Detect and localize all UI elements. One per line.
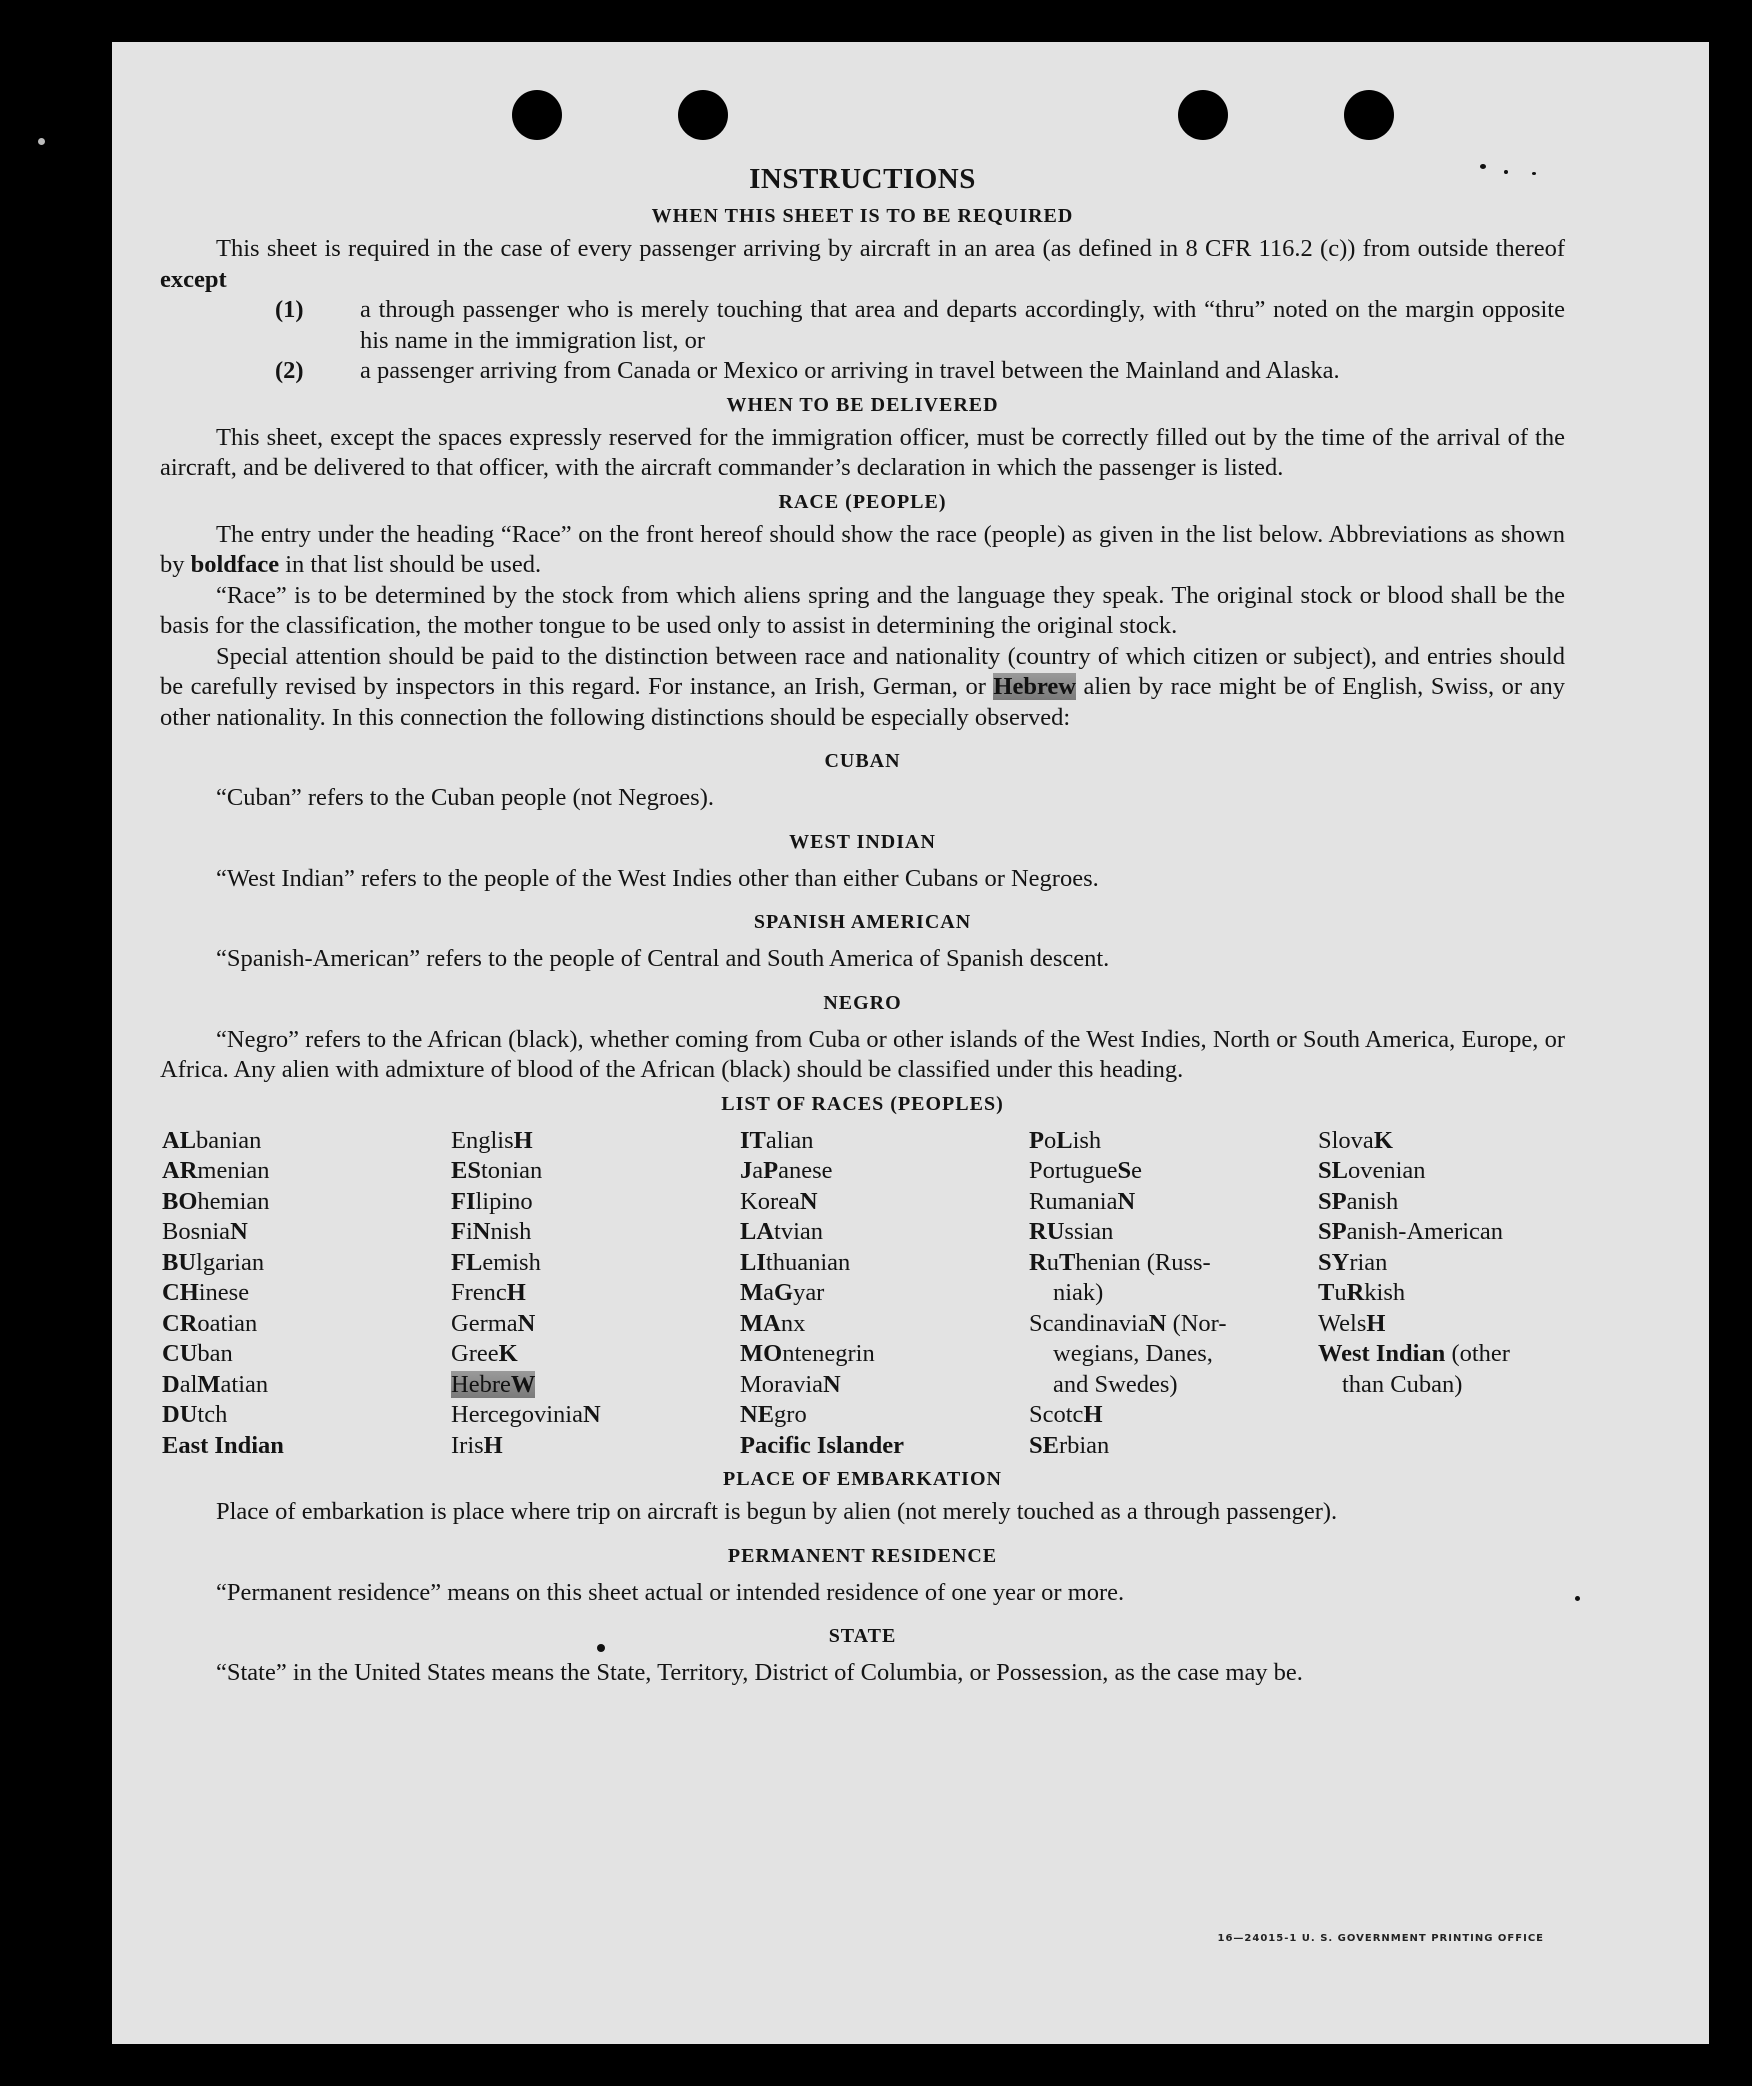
race-abbreviation: N (472, 1218, 491, 1245)
race-abbreviation: R (1029, 1248, 1047, 1276)
race-abbreviation: AL (162, 1126, 197, 1154)
race-abbreviation: N (1148, 1309, 1167, 1337)
race-p1-text-end: in that list should be used. (279, 551, 542, 578)
race-name-part: Frenc (451, 1279, 507, 1306)
residence-text: “Permanent residence” means on this sheet actual or intended residence of one year or more. (216, 1578, 1125, 1606)
race-name-part: Hercegovinia (451, 1401, 583, 1428)
race-name-part: ish (1072, 1126, 1102, 1154)
section-heading-list-of-races: LIST OF RACES (PEOPLES) (721, 1092, 1004, 1115)
race-abbreviation: CU (162, 1340, 198, 1367)
race-entry (740, 1309, 1029, 1340)
race-entry (1318, 1278, 1567, 1309)
race-abbreviation: F (451, 1218, 466, 1245)
race-abbreviation: L (1056, 1126, 1073, 1154)
race-entry (162, 1278, 451, 1309)
race-name-part: Korea (740, 1187, 800, 1215)
race-entry (740, 1187, 1029, 1218)
west-indian-text: “West Indian” refers to the people of the West Indies other than either Cubans or Negroes. (216, 864, 1099, 892)
race-abbreviation: IT (740, 1126, 766, 1154)
race-abbreviation: SY (1318, 1248, 1350, 1276)
scan-speck (1575, 1596, 1580, 1601)
race-abbreviation: N (1117, 1187, 1136, 1215)
race-name-part: lgarian (196, 1248, 265, 1276)
race-name-part: Wels (1318, 1309, 1367, 1337)
race-entry (1029, 1370, 1318, 1401)
section-heading-state: STATE (828, 1625, 897, 1647)
race-paragraph-2: “Race” is to be determined by the stock from which aliens spring and the language they speak. The original stock or blood shall be the basis for the classification, the mother tongue to be used only to assist in determining the original stock. (160, 581, 1565, 639)
race-entry (740, 1217, 1029, 1248)
race-entry (1029, 1156, 1318, 1187)
race-name-part: banian (196, 1126, 262, 1154)
race-entry (451, 1187, 740, 1218)
race-abbreviation: BO (162, 1187, 198, 1215)
race-p3-hebrew: Hebrew (993, 673, 1076, 700)
race-entry (1029, 1126, 1318, 1157)
race-entry (740, 1126, 1029, 1157)
section-heading-embarkation: PLACE OF EMBARKATION (723, 1468, 1002, 1490)
section-heading-negro: NEGRO (823, 991, 902, 1014)
race-abbreviation: H (483, 1431, 503, 1459)
race-entry (1029, 1309, 1318, 1340)
race-name-part: alian (765, 1126, 814, 1154)
race-entry (162, 1309, 451, 1340)
section-heading-required: WHEN THIS SHEET IS TO BE REQUIRED (651, 205, 1074, 227)
race-name-part: ntenegrin (782, 1340, 875, 1367)
section-heading-spanish-american: SPANISH AMERICAN (753, 911, 972, 933)
race-p1-bold: boldface (190, 551, 280, 578)
race-entry (451, 1217, 740, 1248)
race-name-part: Germa (451, 1309, 518, 1337)
race-name-part: lipino (475, 1187, 533, 1215)
race-entry (451, 1431, 740, 1462)
race-abbreviation: MO (740, 1340, 783, 1367)
printing-office-code: 16—24015-1 U. S. GOVERNMENT PRINTING OFFICE (1217, 1933, 1544, 1944)
race-entry (451, 1370, 740, 1401)
race-abbreviation: P (763, 1157, 779, 1184)
race-abbreviation: SL (1318, 1157, 1348, 1184)
race-abbreviation: SP (1318, 1218, 1347, 1245)
race-abbreviation: S (1117, 1157, 1132, 1184)
race-name-part: ssian (1064, 1218, 1114, 1245)
race-entry (740, 1431, 1029, 1462)
race-name-part: e (1131, 1157, 1142, 1184)
delivered-text: This sheet, except the spaces expressly reserved for the immigration officer, must be correctly filled out by the time of the arrival of the aircraft, and be delivered to that officer, with the aircraft commander’s declaration in which the passenger is listed. (160, 423, 1565, 481)
race-entry (1318, 1187, 1567, 1218)
race-paragraph-3 (160, 642, 1565, 734)
race-name-part: o (1043, 1126, 1057, 1154)
race-name-part: and Swedes) (1053, 1370, 1178, 1398)
race-p3-text-end: alien by race might be of English, Swiss, or any other nationality. In this connection the following distinctions should be especially observed: (160, 673, 1565, 731)
race-entry (1318, 1370, 1567, 1401)
race-abbreviation: DU (162, 1401, 198, 1428)
section-heading-cuban: CUBAN (824, 750, 901, 772)
race-entry (1029, 1187, 1318, 1218)
race-abbreviation: SE (1029, 1431, 1059, 1459)
race-name-part: Moravia (740, 1370, 823, 1398)
race-name-part: a (763, 1279, 774, 1306)
race-name-part: rian (1349, 1248, 1388, 1276)
race-entry (451, 1339, 740, 1370)
spanish-american-text: “Spanish-American” refers to the people of Central and South America of Spanish descent. (216, 945, 1110, 972)
race-entry (740, 1248, 1029, 1279)
list-of-races (162, 1126, 1565, 1462)
race-name-part: (other (1445, 1340, 1510, 1367)
race-abbreviation: G (774, 1279, 794, 1306)
race-name-part: Scandinavia (1029, 1309, 1149, 1337)
race-abbreviation: T (1318, 1279, 1335, 1306)
race-name-part: kish (1364, 1279, 1406, 1306)
race-name-part: i (465, 1218, 473, 1245)
race-entry (1029, 1431, 1318, 1462)
race-entry (1029, 1339, 1318, 1370)
race-name-part: (Nor- (1166, 1309, 1227, 1337)
state-text: “State” in the United States means the State, Territory, District of Columbia, or Possession, as the case may be. (216, 1659, 1303, 1686)
section-heading-race: RACE (PEOPLE) (778, 490, 947, 513)
races-column (1318, 1126, 1567, 1462)
race-name-part: Rumania (1029, 1187, 1118, 1215)
race-abbreviation: N (582, 1401, 601, 1428)
negro-text: “Negro” refers to the African (black), whether coming from Cuba or other islands of the West Indies, North or South America, Europe, or Africa. Any alien with admixture of blood of the African (black) should be classified under this heading. (160, 1025, 1565, 1083)
race-name-part: tch (197, 1401, 228, 1428)
race-entry (451, 1400, 740, 1431)
race-abbreviation: CH (162, 1279, 199, 1306)
race-entry (162, 1370, 451, 1401)
race-name-part: rbian (1058, 1431, 1110, 1459)
race-name-part: Bosnia (162, 1218, 231, 1245)
race-entry (162, 1187, 451, 1218)
race-entry (1318, 1309, 1567, 1340)
race-entry (1318, 1217, 1567, 1248)
race-abbreviation: BU (162, 1248, 197, 1276)
race-name-part: anish (1346, 1187, 1399, 1215)
race-name-part: ovenian (1347, 1157, 1426, 1184)
required-exception-1 (160, 295, 1565, 356)
race-name-part: emish (482, 1248, 541, 1276)
race-abbreviation: ES (451, 1157, 481, 1184)
exception-number: (1) (275, 296, 304, 323)
race-abbreviation: H (506, 1279, 526, 1306)
race-abbreviation: East Indian (162, 1431, 284, 1459)
race-entry (162, 1217, 451, 1248)
race-abbreviation: P (1029, 1126, 1044, 1154)
required-exception-2 (160, 356, 1565, 387)
race-entry (1029, 1217, 1318, 1248)
required-except: except (160, 265, 227, 293)
race-entry (451, 1156, 740, 1187)
race-abbreviation: D (162, 1370, 180, 1398)
exception-number: (2) (275, 357, 304, 384)
race-entry (162, 1339, 451, 1370)
race-paragraph-1 (160, 520, 1565, 581)
race-name-part: Scotc (1029, 1401, 1084, 1428)
race-abbreviation: H (513, 1126, 533, 1154)
race-name-part: ban (197, 1340, 233, 1367)
section-heading-west-indian: WEST INDIAN (789, 830, 936, 853)
race-name-part: menian (197, 1157, 270, 1184)
section-heading-delivered: WHEN TO BE DELIVERED (726, 393, 999, 416)
race-name-part: atian (220, 1370, 269, 1398)
section-heading-residence: PERMANENT RESIDENCE (727, 1544, 998, 1567)
race-abbreviation: J (740, 1157, 753, 1184)
race-name-part: inese (198, 1279, 250, 1306)
required-intro-text: This sheet is required in the case of every passenger arriving by aircraft in an area (as defined in 8 CFR 116.2 (c)) from outside thereof (216, 235, 1565, 262)
race-abbreviation: LA (740, 1218, 775, 1245)
race-entry (740, 1339, 1029, 1370)
races-column (1029, 1126, 1318, 1462)
race-name-part: nx (780, 1309, 806, 1337)
race-entry (740, 1400, 1029, 1431)
race-entry (162, 1156, 451, 1187)
race-entry (451, 1126, 740, 1157)
race-name-part: oatian (197, 1309, 258, 1337)
race-abbreviation: K (1373, 1126, 1393, 1154)
race-abbreviation: SP (1318, 1187, 1347, 1215)
race-name-part: Portugue (1029, 1157, 1118, 1184)
race-name-part: hemian (197, 1187, 270, 1215)
race-name-part: Slova (1318, 1126, 1374, 1154)
race-entry (451, 1248, 740, 1279)
race-abbreviation: H (1366, 1309, 1386, 1337)
race-entry (1029, 1248, 1318, 1279)
race-abbreviation: NE (740, 1401, 775, 1428)
race-name-part: gro (774, 1401, 807, 1428)
race-name-part: Gree (451, 1340, 499, 1367)
race-abbreviation: N (823, 1370, 841, 1398)
race-name-part: nish (490, 1218, 532, 1245)
required-intro (160, 234, 1565, 295)
punch-hole (1344, 90, 1394, 140)
race-entry (1318, 1126, 1567, 1157)
race-abbreviation: FL (451, 1248, 483, 1276)
race-name-part: henian (Russ- (1075, 1248, 1211, 1276)
race-name-part: thuanian (765, 1248, 851, 1276)
race-entry (740, 1370, 1029, 1401)
race-abbreviation: R (1346, 1279, 1365, 1306)
race-entry (162, 1126, 451, 1157)
punch-hole (678, 90, 728, 140)
race-p3-text: Special attention should be paid to the distinction between race and nationality (country of which citizen or subject), and entries should be carefully revised by inspectors in this regard. For instance, an Irish, German, or (160, 642, 1565, 700)
race-name-part: yar (793, 1279, 825, 1306)
race-name-part: tvian (774, 1218, 824, 1245)
race-name-part: u (1046, 1248, 1059, 1276)
race-abbreviation: Pacific Islander (740, 1431, 904, 1459)
punch-hole (1178, 90, 1228, 140)
race-p1-text: The entry under the heading “Race” on the front hereof should show the race (people) as given in the list below. Abbreviations as shown by (160, 520, 1565, 578)
race-entry (162, 1248, 451, 1279)
scan-speck (38, 138, 45, 145)
instructions-content (160, 162, 1565, 1689)
race-name-part: u (1334, 1279, 1347, 1306)
race-entry (1029, 1278, 1318, 1309)
embarkation-text: Place of embarkation is place where trip on aircraft is begun by alien (not merely touched as a through passenger). (216, 1498, 1338, 1525)
race-abbreviation: West Indian (1318, 1340, 1446, 1367)
page-title: INSTRUCTIONS (749, 163, 976, 195)
race-abbreviation: LI (740, 1248, 766, 1276)
race-name-part: Hebre (451, 1370, 511, 1398)
race-abbreviation: T (1058, 1248, 1076, 1276)
race-abbreviation: N (799, 1187, 818, 1215)
race-name-part: Iris (451, 1431, 484, 1459)
races-column (162, 1126, 451, 1462)
race-name-part: a (752, 1157, 764, 1184)
race-entry (1318, 1156, 1567, 1187)
race-abbreviation: MA (740, 1309, 781, 1337)
cuban-text: “Cuban” refers to the Cuban people (not Negroes). (216, 784, 714, 811)
race-abbreviation: RU (1029, 1218, 1065, 1245)
race-entry (740, 1278, 1029, 1309)
race-abbreviation: M (197, 1370, 221, 1398)
race-name-part: Englis (451, 1126, 514, 1154)
race-abbreviation: N (517, 1309, 536, 1337)
race-abbreviation: CR (162, 1309, 198, 1337)
race-entry (162, 1400, 451, 1431)
race-abbreviation: N (230, 1218, 248, 1245)
race-entry (451, 1278, 740, 1309)
race-name-part: anese (778, 1157, 833, 1184)
race-entry (1318, 1339, 1567, 1370)
race-name-part: wegians, Danes, (1053, 1340, 1213, 1367)
race-entry (451, 1309, 740, 1340)
race-entry (162, 1431, 451, 1462)
race-abbreviation: K (498, 1340, 518, 1367)
exception-text: a through passenger who is merely touching that area and departs accordingly, with “thru” noted on the margin opposite his name in the immigration list, or (360, 296, 1565, 354)
race-entry (1029, 1400, 1318, 1431)
race-entry (740, 1156, 1029, 1187)
race-abbreviation: FI (451, 1187, 476, 1215)
document-page (112, 42, 1709, 2044)
race-abbreviation: AR (162, 1157, 198, 1184)
races-column (451, 1126, 740, 1462)
race-abbreviation: H (1083, 1401, 1103, 1428)
race-abbreviation: M (740, 1279, 764, 1306)
race-name-part: anish-American (1346, 1218, 1504, 1245)
race-name-part: al (179, 1370, 198, 1398)
race-name-part: tonian (480, 1157, 543, 1184)
race-name-part: than Cuban) (1342, 1370, 1463, 1398)
exception-text: a passenger arriving from Canada or Mexico or arriving in travel between the Mainland and Alaska. (360, 357, 1340, 384)
race-name-part: niak) (1053, 1279, 1104, 1306)
punch-hole (512, 90, 562, 140)
races-column (740, 1126, 1029, 1462)
race-abbreviation: W (510, 1370, 536, 1398)
race-entry (1318, 1248, 1567, 1279)
